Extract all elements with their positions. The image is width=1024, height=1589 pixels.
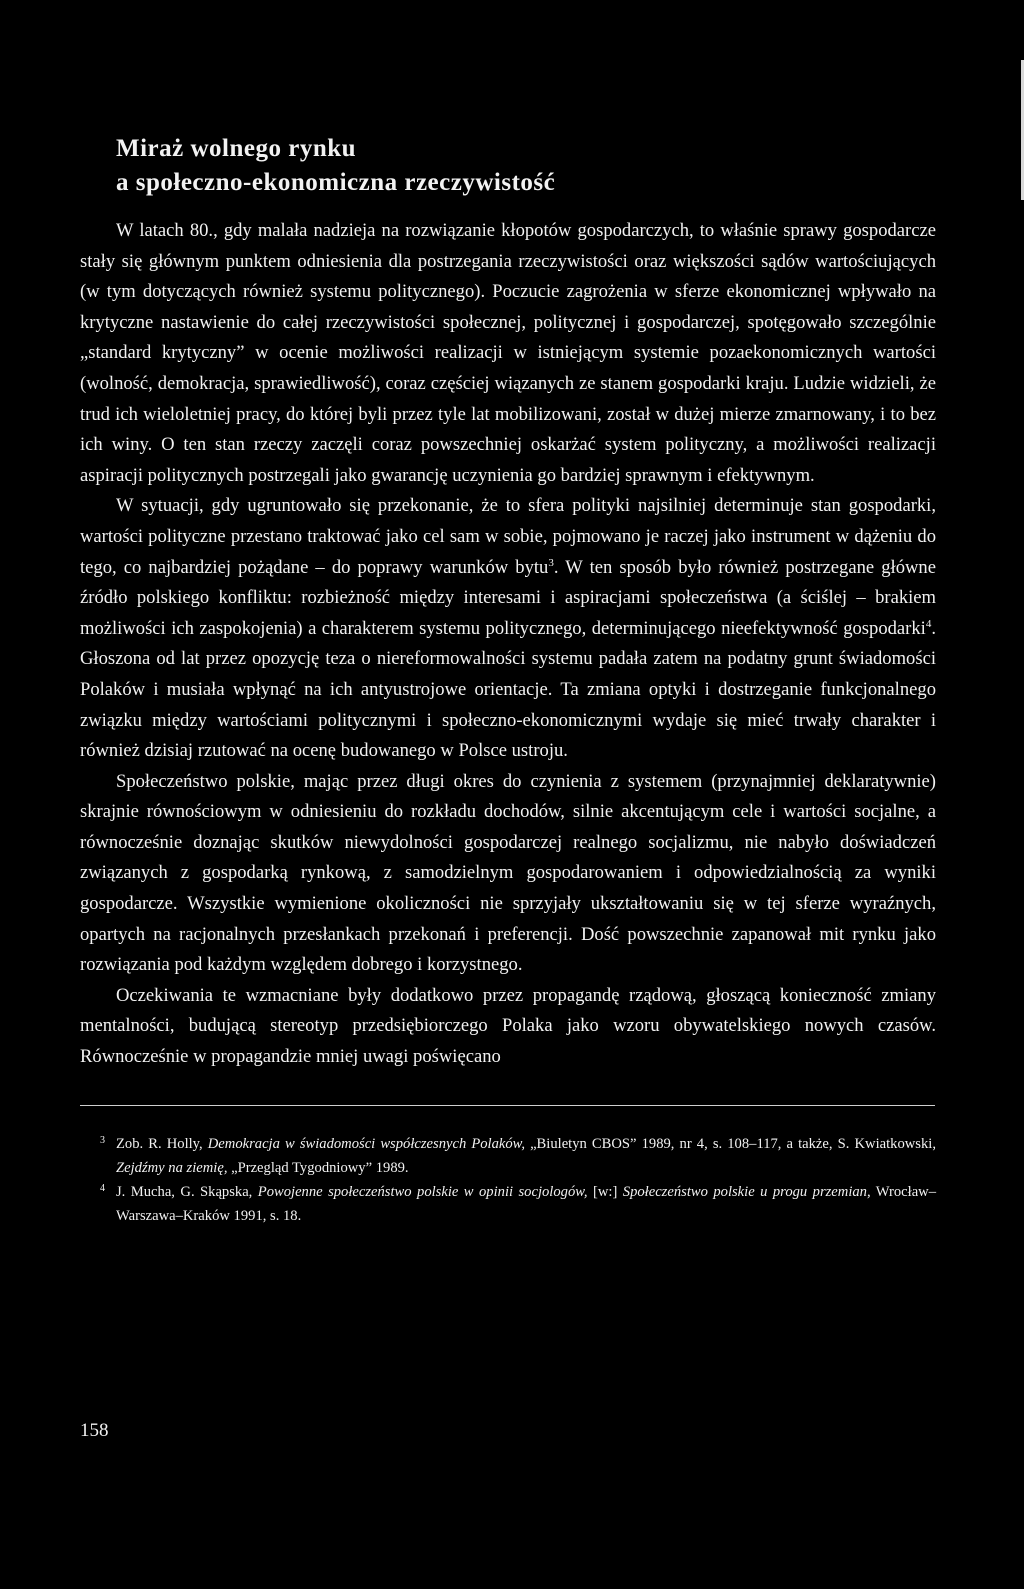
footnote-ref: 3 (548, 556, 554, 569)
footnote (100, 1132, 936, 1180)
paragraph (80, 981, 936, 1073)
italic-title: Demokracja w świadomości współczesnych Polaków, (207, 1135, 525, 1152)
italic-title: Społeczeństwo polskie u progu przemian, (622, 1183, 871, 1200)
page-number: 158 (80, 1420, 109, 1441)
heading-line-2: a społeczno-ekonomiczna rzeczywistość (116, 169, 556, 196)
paragraph (80, 491, 936, 766)
footnote-number: 3 (100, 1134, 105, 1146)
paragraph (80, 767, 936, 981)
footnote (100, 1180, 937, 1228)
text-run: . Głoszona od lat przez opozycję teza o niereformowalności systemu padała zatem na podatny grunt świadomości Polaków i musiała wpłynąć na ich antyustrojowe orientacje. Ta zmiana optyki i dostrzeganie funkcjonalnego związku między wartościami politycznymi i społeczno-ekonomicznymi wydaje się mieć trwały charakter i również dzisiaj rzutować na ocenę budowanego w Polsce ustroju. (80, 617, 936, 762)
text-run: J. Mucha, G. Skąpska, (116, 1183, 258, 1200)
heading-line-1: Miraż wolnego rynku (116, 135, 357, 162)
document-page (80, 132, 936, 1228)
italic-title: Powojenne społeczeństwo polskie w opinii socjologów, (257, 1183, 588, 1200)
footnote-ref: 4 (925, 617, 932, 630)
paragraph (80, 216, 936, 491)
body-text (80, 216, 936, 1073)
italic-title: Zejdźmy na ziemię, (116, 1159, 228, 1176)
footnote-divider (80, 1105, 935, 1106)
text-run: Zob. R. Holly, (116, 1135, 208, 1152)
text-run: W latach 80., gdy malała nadzieja na rozwiązanie kłopotów gospodarczych, to właśnie sprawy gospodarcze stały się głównym punktem odniesienia dla postrzegania rzeczywistości oraz większości sądów wartościujących (w tym dotyczących również systemu politycznego). Poczucie zagrożenia w sferze ekonomicznej wpływało na krytyczne nastawienie do całej rzeczywistości społecznej, politycznej i gospodarczej, spotęgowało szczególnie „standard krytyczny” w ocenie możliwości realizacji w istniejącym systemie pozaekonomicznych wartości (wolność, demokracja, sprawiedliwość), coraz częściej wiązanych ze stanem gospodarki kraju. Ludzie widzieli, że trud ich wieloletniej pracy, do której byli przez tyle lat mobilizowani, został w dużej mierze zmarnowany, i to bez ich winy. O ten stan rzeczy zaczęli coraz powszechniej oskarżać system polityczny, a możliwości realizacji aspiracji politycznych postrzegali jako gwarancję uczynienia go bardziej sprawnym i efektywnym. (80, 220, 936, 486)
text-run: [w:] (587, 1183, 623, 1200)
text-run: W sytuacji, gdy ugruntowało się przekonanie, że to sfera polityki najsilniej determinuje stan gospodarki, wartości polityczne przestano traktować jako cel sam w sobie, pojmowano je raczej jako instrument w dążeniu do tego, co najbardziej pożądane – do poprawy warunków bytu (80, 495, 936, 578)
text-run: Wrocław–Warszawa–Kraków 1991, s. 18. (116, 1183, 937, 1224)
text-run: „Biuletyn CBOS” 1989, nr 4, s. 108–117, a także, S. Kwiatkowski, (524, 1135, 936, 1152)
footnote-number: 4 (100, 1182, 105, 1194)
text-run: . W ten sposób było również postrzegane główne źródło polskiego konfliktu: rozbieżność między interesami i aspiracjami społeczeństwa (a ściślej – brakiem możliwości ich zaspokojenia) a charakterem systemu politycznego, determinującego nieefektywność gospodarki (80, 556, 936, 639)
text-run: Oczekiwania te wzmacniane były dodatkowo przez propagandę rządową, głoszącą konieczność zmiany mentalności, budującą stereotyp przedsiębiorczego Polaka jako wzoru obywatelskiego nowych czasów. Równocześnie w propagandzie mniej uwagi poświęcano (80, 984, 936, 1068)
footnotes (80, 1132, 936, 1228)
text-run: Społeczeństwo polskie, mając przez długi okres do czynienia z systemem (przynajmniej deklaratywnie) skrajnie równościowym w odniesieniu do rozkładu dochodów, silnie akcentującym cele i wartości socjalne, a równocześnie doznając skutków niewydolności gospodarczej realnego socjalizmu, nie nabyło doświadczeń związanych z gospodarką rynkową, z samodzielnym gospodarowaniem i odpowiedzialnością za wyniki gospodarcze. Wszystkie wymienione okoliczności nie sprzyjały ukształtowaniu się w tej sferze wyraźnych, opartych na racjonalnych przesłankach przekonań i preferencji. Dość powszechnie zapanował mit rynku jako rozwiązania pod każdym względem dobrego i korzystnego. (80, 770, 936, 976)
text-run: „Przegląd Tygodniowy” 1989. (227, 1159, 409, 1176)
section-heading (116, 132, 936, 200)
